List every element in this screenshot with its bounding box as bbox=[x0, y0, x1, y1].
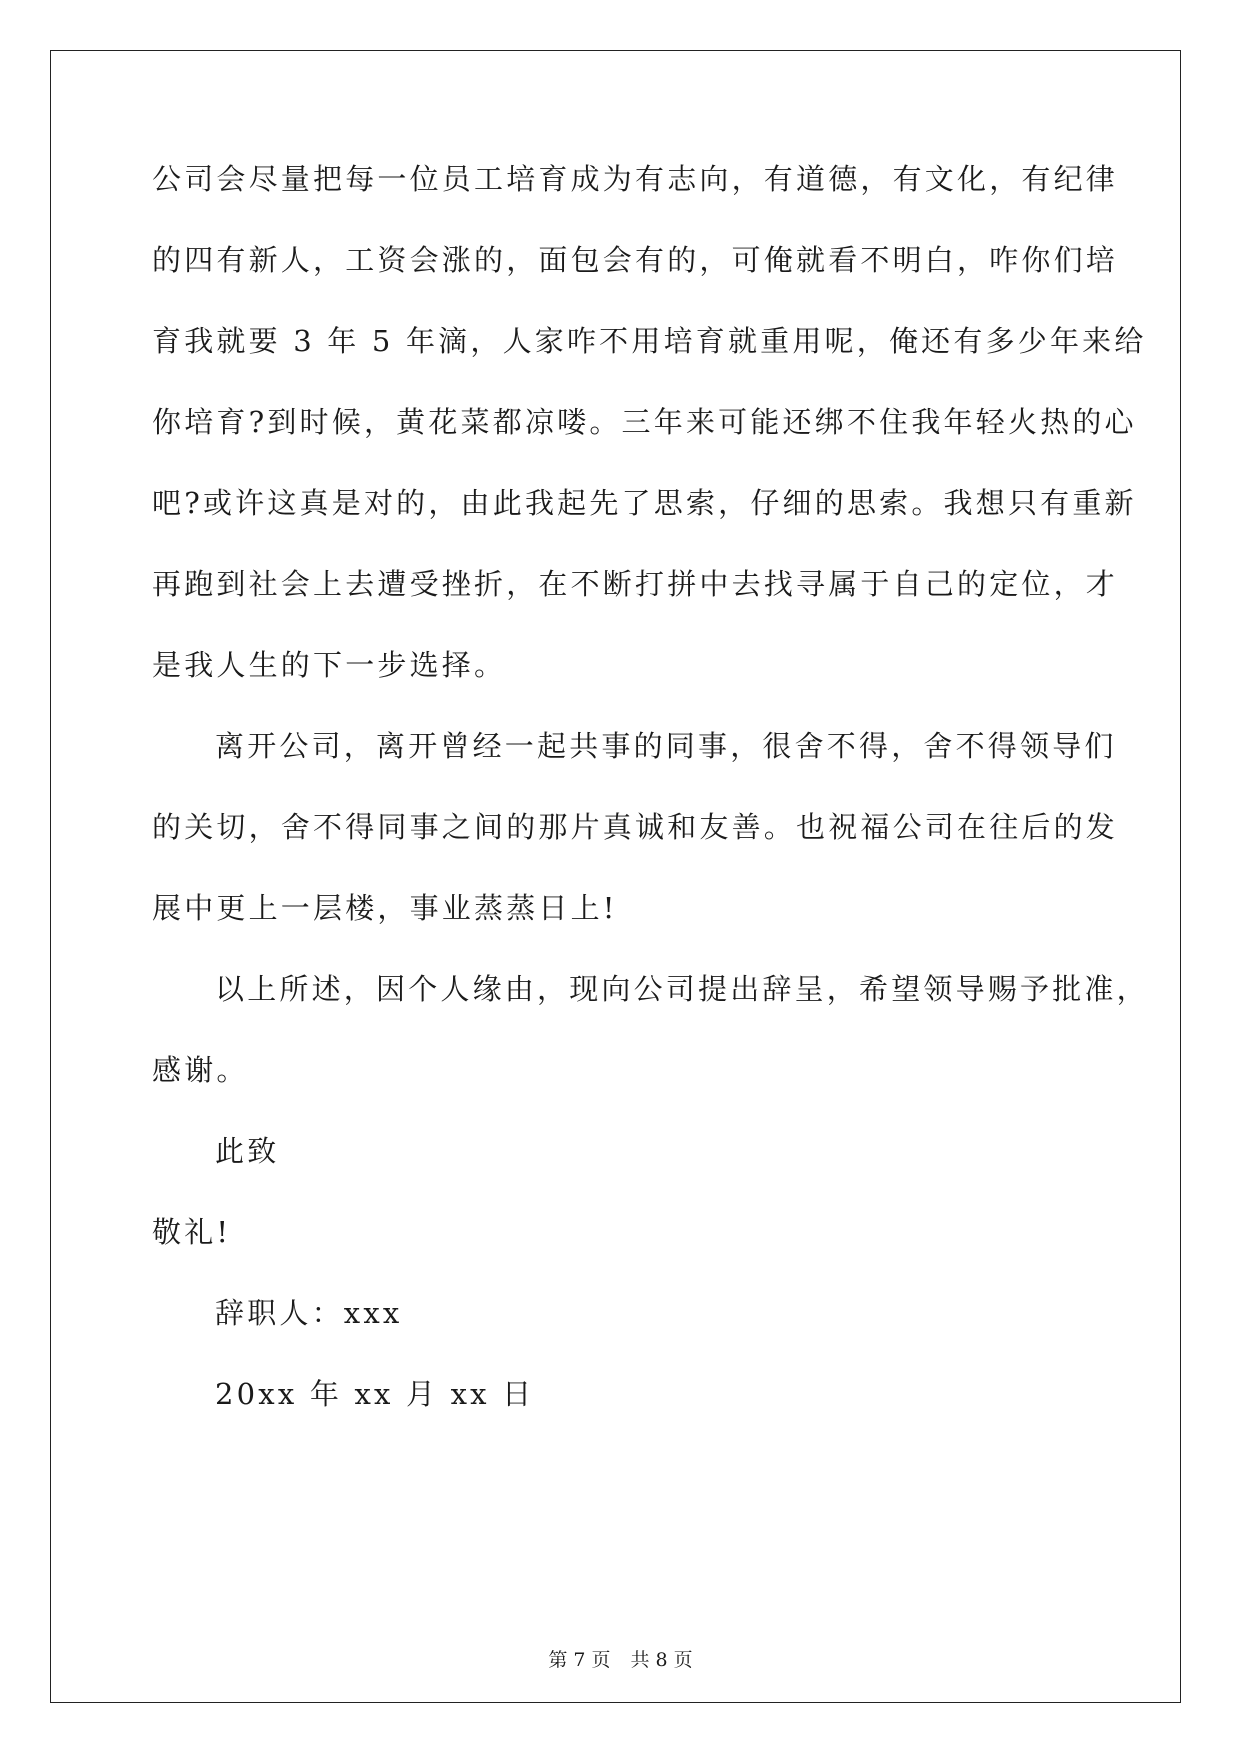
paragraph-line: 感谢。 bbox=[152, 1053, 249, 1087]
paragraph-line: 的四有新人，工资会涨的，面包会有的，可俺就看不明白，咋你们培 bbox=[152, 243, 1119, 277]
paragraph-line: 你培育?到时候，黄花菜都凉喽。三年来可能还绑不住我年轻火热的心 bbox=[152, 405, 1137, 439]
total-pages: 共 8 页 bbox=[630, 1649, 693, 1671]
paragraph-line: 展中更上一层楼，事业蒸蒸日上! bbox=[152, 891, 618, 925]
page-footer bbox=[0, 1645, 1241, 1672]
paragraph-line: 的关切，舍不得同事之间的那片真诚和友善。也祝福公司在往后的发 bbox=[152, 810, 1119, 844]
closing-salutation: 此致 bbox=[215, 1134, 280, 1168]
paragraph-line: 离开公司，离开曾经一起共事的同事，很舍不得，舍不得领导们 bbox=[215, 729, 1117, 763]
paragraph-line: 吧?或许这真是对的，由此我起先了思索，仔细的思索。我想只有重新 bbox=[152, 486, 1137, 520]
paragraph-line: 是我人生的下一步选择。 bbox=[152, 648, 507, 682]
paragraph-line: 以上所述，因个人缘由，现向公司提出辞呈，希望领导赐予批准， bbox=[215, 972, 1149, 1006]
closing-regards: 敬礼! bbox=[152, 1215, 232, 1249]
date: 20xx 年 xx 月 xx 日 bbox=[215, 1377, 535, 1411]
signature: 辞职人：xxx bbox=[215, 1296, 403, 1330]
letter-body bbox=[152, 162, 1149, 1458]
paragraph-line: 公司会尽量把每一位员工培育成为有志向，有道德，有文化，有纪律 bbox=[152, 162, 1119, 196]
paragraph-line: 再跑到社会上去遭受挫折，在不断打拼中去找寻属于自己的定位，才 bbox=[152, 567, 1119, 601]
paragraph-line: 育我就要 3 年 5 年滴，人家咋不用培育就重用呢，俺还有多少年来给 bbox=[152, 324, 1147, 358]
current-page-number: 第 7 页 bbox=[548, 1649, 611, 1671]
